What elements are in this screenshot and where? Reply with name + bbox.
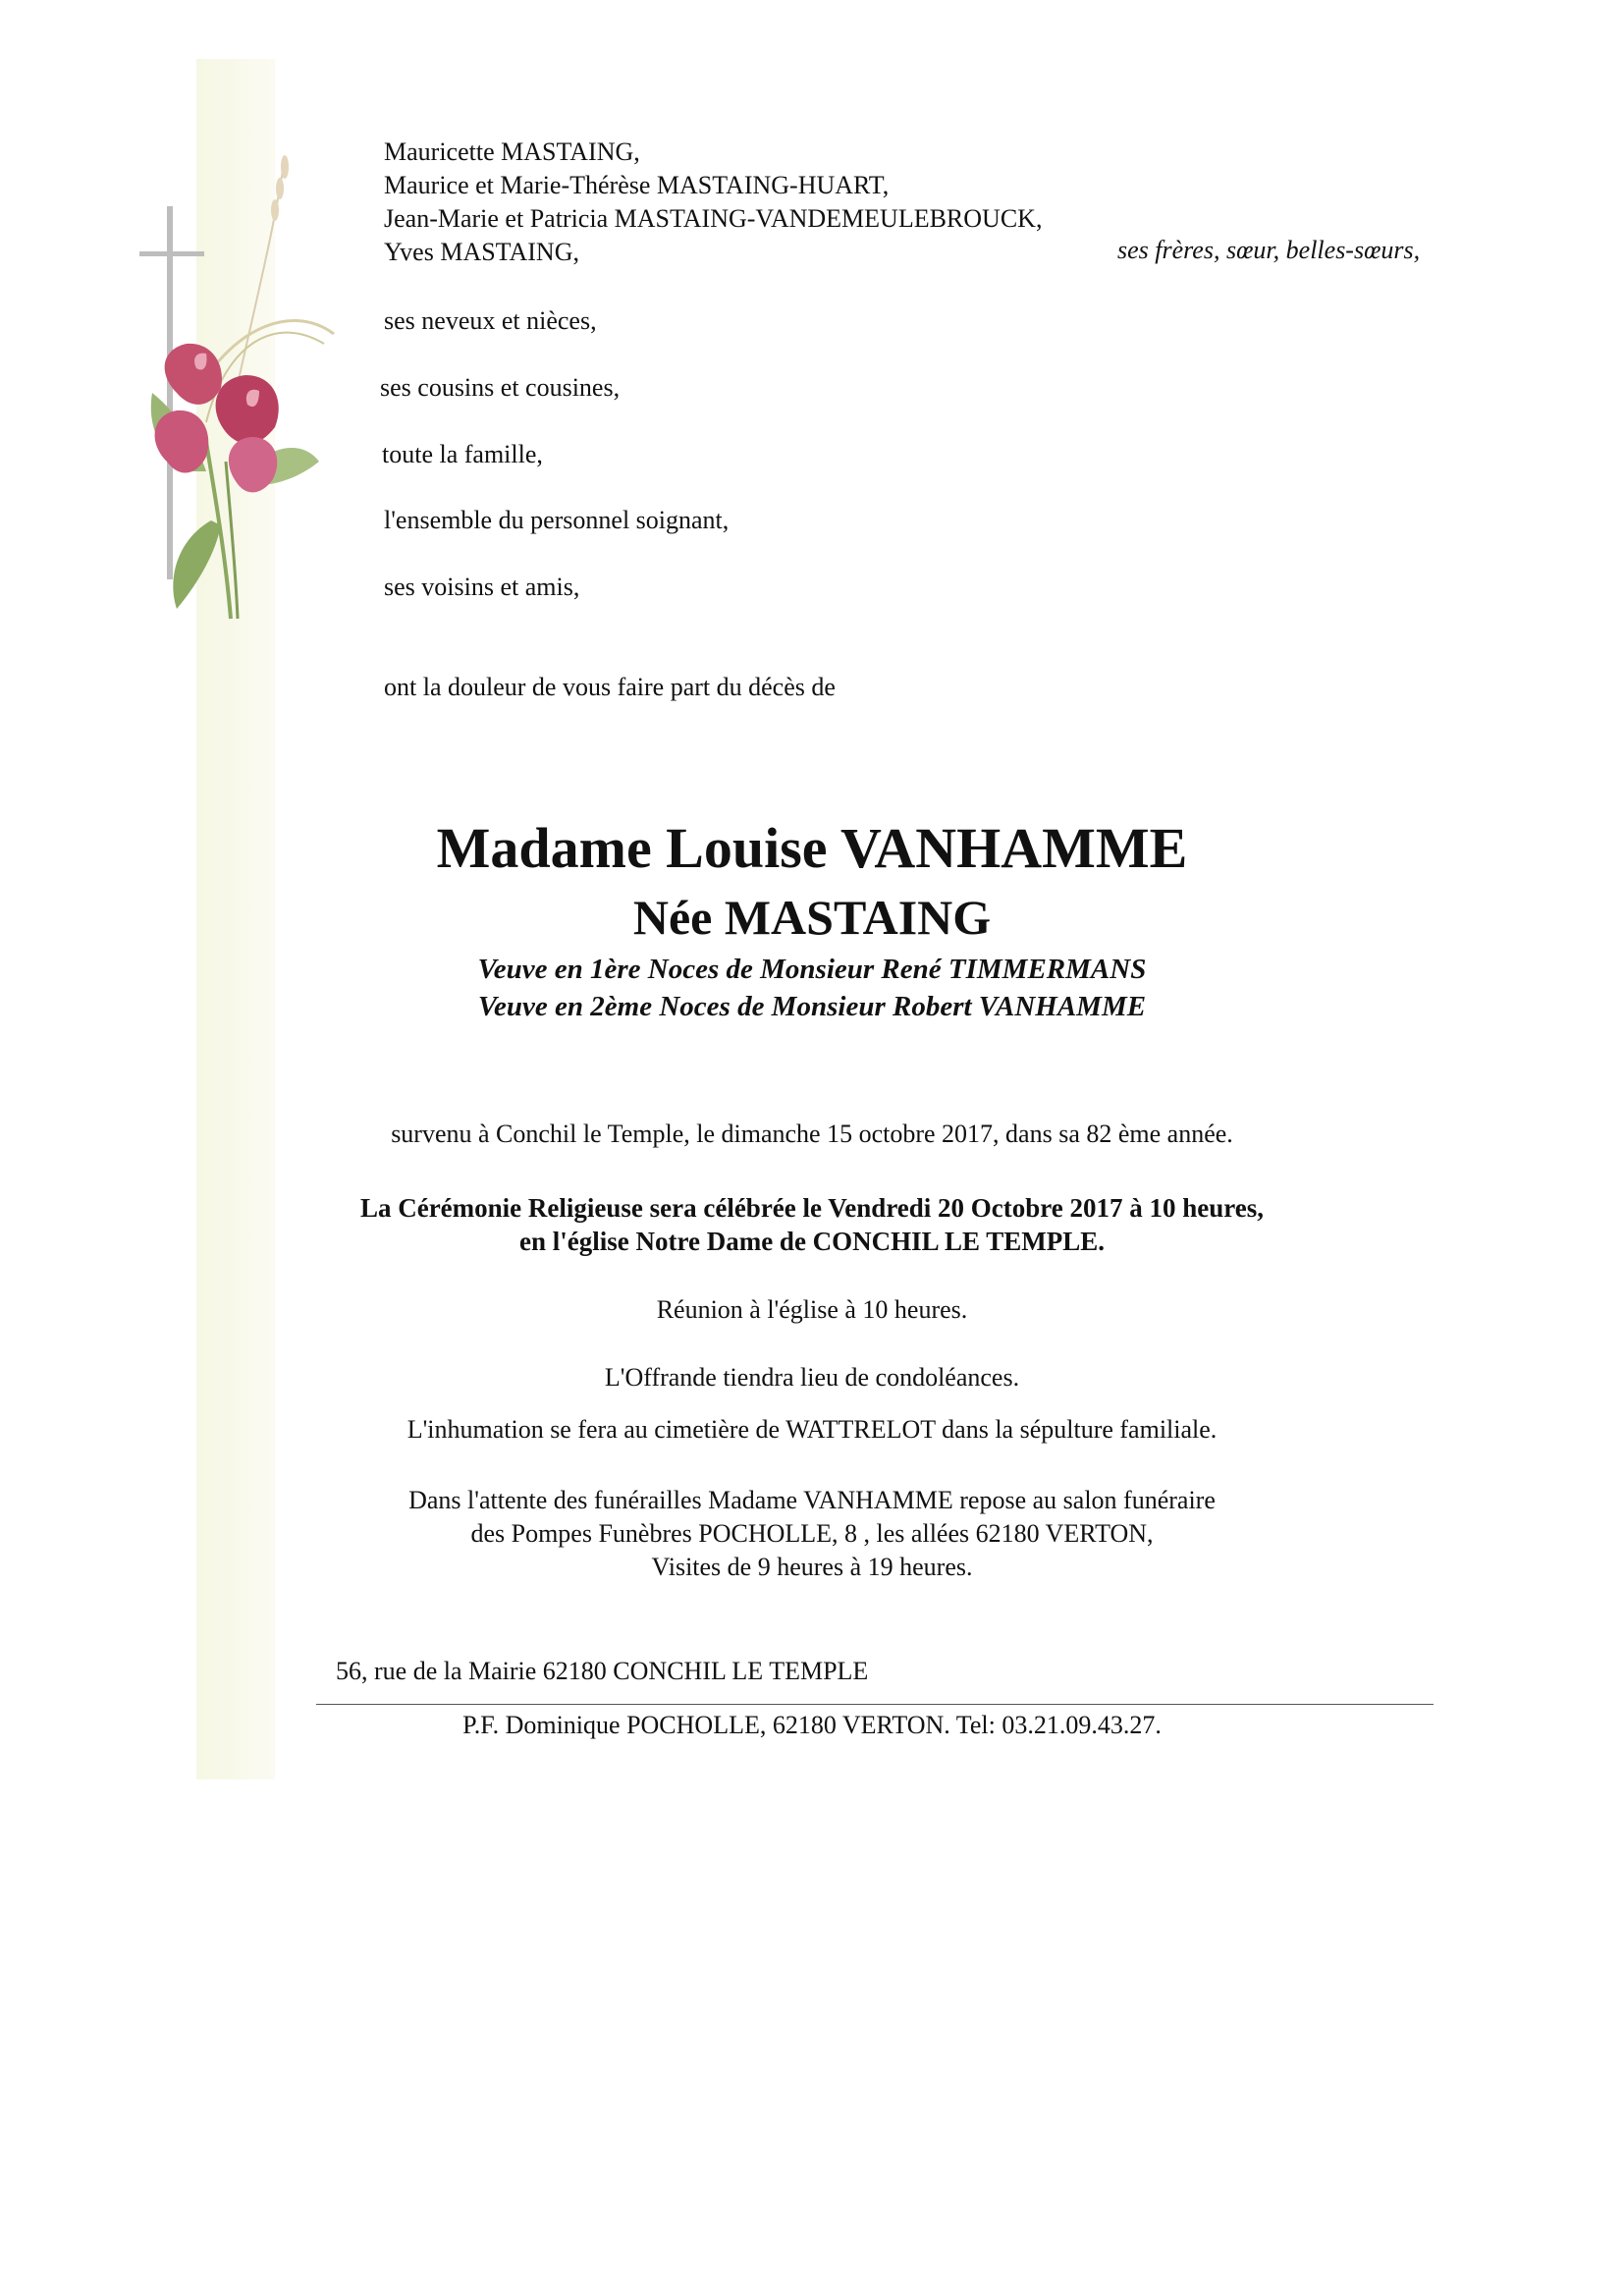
relatives-line: l'ensemble du personnel soignant, bbox=[384, 506, 730, 534]
repose-line-2: des Pompes Funèbres POCHOLLE, 8 , les allées 62180 VERTON, bbox=[470, 1519, 1154, 1548]
family-line: Maurice et Marie-Thérèse MASTAING-HUART, bbox=[384, 171, 890, 199]
meeting-info: Réunion à l'église à 10 heures. bbox=[656, 1295, 968, 1324]
funeral-home-footer: P.F. Dominique POCHOLLE, 62180 VERTON. Tel: 03.21.09.43.27. bbox=[462, 1711, 1162, 1739]
deceased-name: Madame Louise VANHAMME bbox=[436, 816, 1188, 880]
offering-info: L'Offrande tiendra lieu de condoléances. bbox=[604, 1363, 1020, 1392]
ceremony-line-2: en l'église Notre Dame de CONCHIL LE TEMPLE. bbox=[519, 1227, 1105, 1256]
repose-line-3: Visites de 9 heures à 19 heures. bbox=[651, 1553, 973, 1581]
burial-info: L'inhumation se fera au cimetière de WATTRELOT dans la sépulture familiale. bbox=[406, 1415, 1218, 1444]
cross-and-lily-illustration bbox=[137, 147, 353, 638]
relatives-line: ses cousins et cousines, bbox=[380, 373, 621, 402]
family-address: 56, rue de la Mairie 62180 CONCHIL LE TEMPLE bbox=[336, 1657, 869, 1685]
repose-line-1: Dans l'attente des funérailles Madame VANHAMME repose au salon funéraire bbox=[408, 1486, 1216, 1514]
relatives-line: toute la famille, bbox=[382, 440, 543, 468]
widow-line-1: Veuve en 1ère Noces de Monsieur René TIMMERMANS bbox=[477, 954, 1147, 985]
maiden-name: Née MASTAING bbox=[632, 890, 992, 945]
family-relation: ses frères, sœur, belles-sœurs, bbox=[1117, 236, 1421, 264]
relatives-line: ses neveux et nièces, bbox=[384, 306, 597, 335]
death-info: survenu à Conchil le Temple, le dimanche 15 octobre 2017, dans sa 82 ème année. bbox=[391, 1120, 1233, 1148]
family-line: Mauricette MASTAING, bbox=[384, 137, 640, 166]
ceremony-line-1: La Cérémonie Religieuse sera célébrée le Vendredi 20 Octobre 2017 à 10 heures, bbox=[359, 1193, 1265, 1223]
announcement-text: ont la douleur de vous faire part du décès de bbox=[384, 673, 836, 701]
family-line: Yves MASTAING, bbox=[384, 238, 579, 266]
family-line: Jean-Marie et Patricia MASTAING-VANDEMEULEBROUCK, bbox=[384, 204, 1043, 233]
widow-line-2: Veuve en 2ème Noces de Monsieur Robert VANHAMME bbox=[477, 991, 1147, 1022]
relatives-line: ses voisins et amis, bbox=[384, 573, 580, 601]
family-members-list bbox=[384, 136, 1042, 269]
footer-divider bbox=[316, 1704, 1434, 1705]
